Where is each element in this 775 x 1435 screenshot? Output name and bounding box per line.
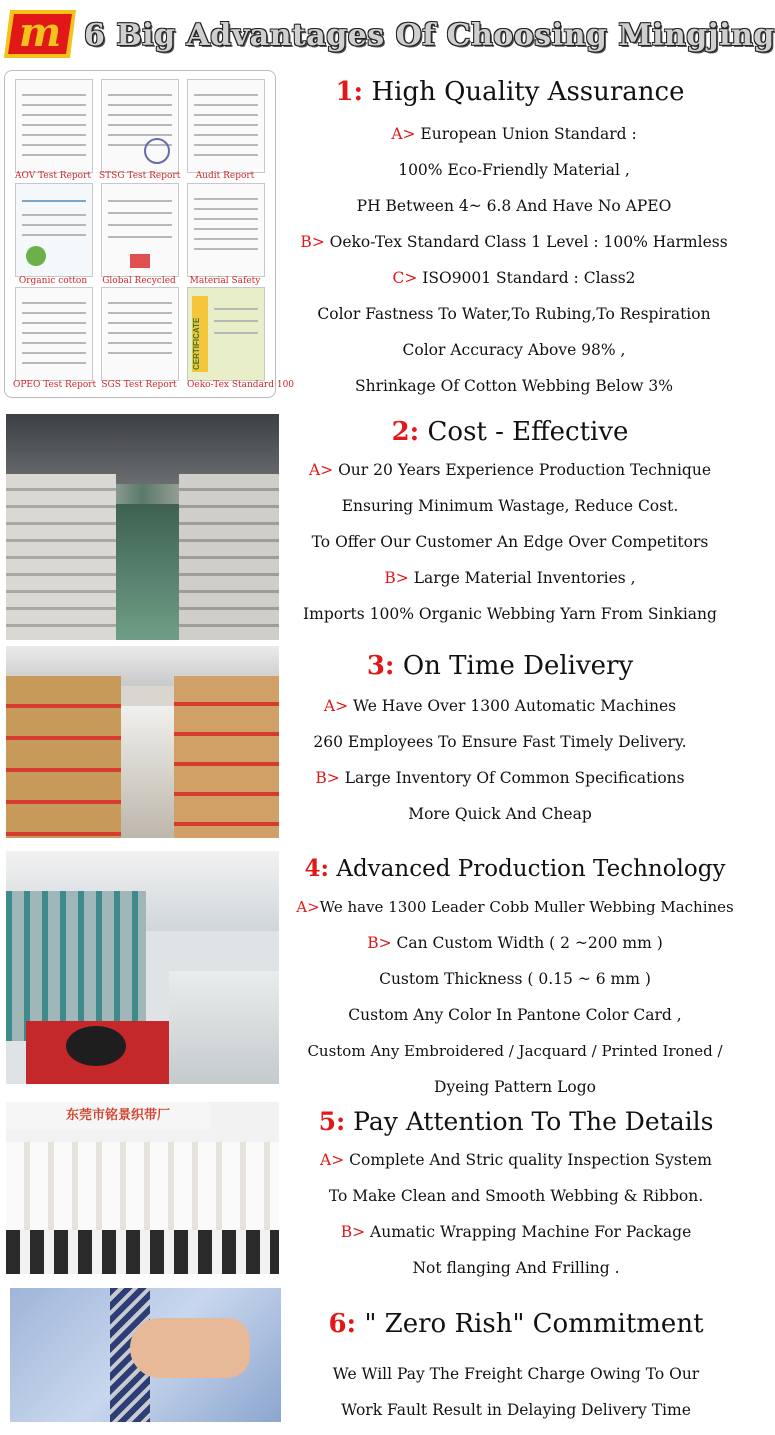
section-technology — [280, 849, 750, 1105]
certificate-doc — [187, 183, 265, 277]
certificate-doc — [101, 183, 179, 277]
warehouse-bags-photo — [6, 414, 279, 640]
section-text-line: More Quick And Cheap — [408, 805, 592, 823]
oeko-tex-certificate: CERTIFICATE — [187, 287, 265, 381]
point-marker: B> — [340, 1223, 366, 1241]
point-marker: A> — [323, 697, 349, 715]
certificate-doc — [101, 79, 179, 173]
section-title: 1: High Quality Assurance — [335, 77, 685, 107]
certificate-doc — [187, 79, 265, 173]
certificate-label: Oeko-Tex Standard 100 — [187, 380, 295, 390]
section-text-line: A> Complete And Stric quality Inspection System — [320, 1151, 712, 1169]
point-marker: A> — [391, 125, 416, 143]
section-text-line: To Offer Our Customer An Edge Over Competitors — [311, 533, 709, 551]
production-machines-photo — [6, 851, 279, 1084]
commitment-photo — [10, 1288, 281, 1422]
certificate-label: SGS Test Report — [101, 380, 177, 390]
section-details — [284, 1102, 748, 1286]
section-text-line: Shrinkage Of Cotton Webbing Below 3% — [355, 377, 673, 395]
certificate-label: Audit Report — [195, 171, 255, 181]
section-number: 2: — [391, 417, 420, 447]
page-title: 6 Big Advantages Of Choosing Mingjing — [84, 18, 775, 53]
factory-sign: 东莞市铭景织带厂 — [66, 1108, 171, 1123]
certificates-panel — [4, 70, 295, 398]
point-marker: B> — [384, 569, 409, 587]
section-text-line: Ensuring Minimum Wastage, Reduce Cost. — [341, 497, 679, 515]
certificate-doc — [101, 287, 179, 381]
section-number: 6: — [328, 1309, 357, 1339]
section-text-line: A> European Union Standard : — [391, 125, 637, 143]
point-marker: B> — [315, 769, 340, 787]
section-text-line: PH Between 4~ 6.8 And Have No APEO — [356, 197, 672, 215]
section-text-line: B> Large Inventory Of Common Specifications — [315, 769, 685, 787]
certificate-label: Organic cotton — [18, 276, 88, 286]
warehouse-shelves-photo — [6, 646, 279, 838]
section-text-line: B> Aumatic Wrapping Machine For Package — [340, 1223, 692, 1241]
point-marker: A> — [308, 461, 334, 479]
certificate-label: AOV Test Report — [14, 171, 91, 181]
section-text-line: Custom Any Embroidered / Jacquard / Printed Ironed / — [307, 1042, 723, 1060]
section-text-line: Custom Thickness ( 0.15 ~ 6 mm ) — [379, 970, 651, 988]
section-title: 6: " Zero Rish" Commitment — [328, 1309, 704, 1339]
mingjing-logo — [4, 6, 78, 62]
section-title: 3: On Time Delivery — [366, 651, 634, 681]
certificate-label: STSG Test Report — [99, 171, 181, 181]
section-commitment — [284, 1304, 748, 1428]
section-delivery — [260, 646, 740, 832]
section-text-line: A> We Have Over 1300 Automatic Machines — [323, 697, 677, 715]
section-text-line: B> Oeko-Tex Standard Class 1 Level : 100% Harmless — [300, 233, 728, 251]
section-text-line: B> Large Material Inventories , — [384, 569, 636, 587]
section-text-line: To Make Clean and Smooth Webbing & Ribbon. — [328, 1187, 704, 1205]
section-quality — [280, 72, 748, 404]
section-title: 2: Cost - Effective — [391, 417, 629, 447]
certificate-label: Material Safety — [189, 276, 261, 286]
section-text-line: We Will Pay The Freight Charge Owing To Our — [332, 1365, 700, 1383]
section-text-line: Imports 100% Organic Webbing Yarn From Sinkiang — [303, 605, 717, 623]
section-text-line: Color Accuracy Above 98% , — [402, 341, 626, 359]
section-number: 1: — [335, 77, 364, 107]
certificate-label: Global Recycled — [102, 276, 176, 286]
section-text-line: Color Fastness To Water,To Rubing,To Respiration — [317, 305, 711, 323]
certificate-doc — [15, 183, 93, 277]
point-marker: B> — [300, 233, 325, 251]
section-title: 5: Pay Attention To The Details — [318, 1107, 714, 1136]
point-marker: A> — [296, 898, 320, 916]
point-marker: C> — [392, 269, 418, 287]
section-number: 4: — [304, 855, 330, 882]
section-number: 5: — [318, 1107, 346, 1136]
certificate-doc — [15, 79, 93, 173]
svg-text:m: m — [18, 9, 62, 56]
section-text-line: C> ISO9001 Standard : Class2 — [392, 269, 636, 287]
team-photo — [6, 1102, 279, 1274]
section-title: 4: Advanced Production Technology — [304, 855, 726, 882]
certificate-doc — [15, 287, 93, 381]
section-text-line: B> Can Custom Width ( 2 ~200 mm ) — [367, 934, 663, 952]
page-header — [0, 0, 775, 66]
section-text-line: Custom Any Color In Pantone Color Card , — [348, 1006, 682, 1024]
section-text-line: Dyeing Pattern Logo — [434, 1078, 596, 1096]
section-number: 3: — [366, 651, 395, 681]
section-text-line: A>We have 1300 Leader Cobb Muller Webbing Machines — [296, 898, 734, 916]
section-cost — [280, 412, 740, 632]
section-text-line: 100% Eco-Friendly Material , — [398, 161, 630, 179]
certificate-label: OPEO Test Report — [13, 380, 97, 390]
point-marker: B> — [367, 934, 392, 952]
section-text-line: A> Our 20 Years Experience Production Technique — [308, 461, 711, 479]
section-text-line: 260 Employees To Ensure Fast Timely Delivery. — [313, 733, 687, 751]
section-text-line: Work Fault Result in Delaying Delivery Time — [341, 1401, 691, 1419]
section-text-line: Not flanging And Frilling . — [412, 1259, 620, 1277]
point-marker: A> — [320, 1151, 345, 1169]
